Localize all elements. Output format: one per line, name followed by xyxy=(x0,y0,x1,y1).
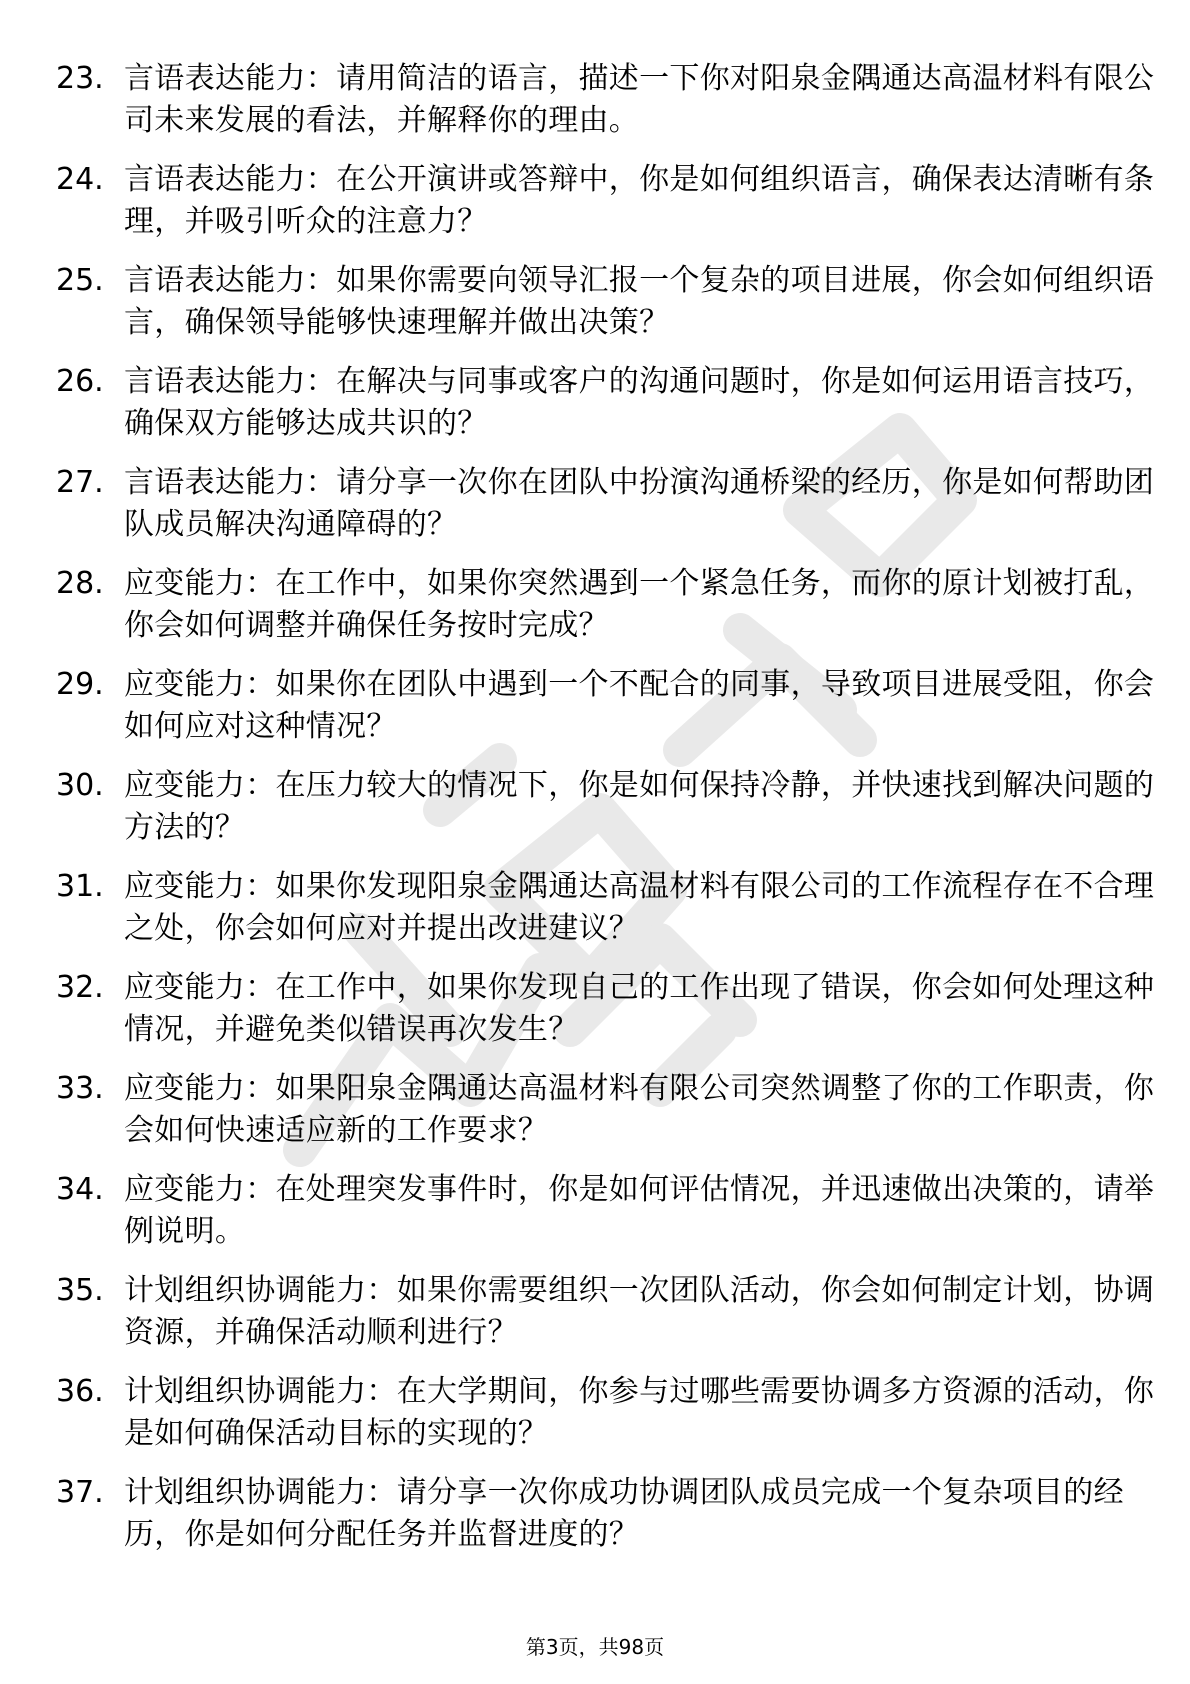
question-text: 言语表达能力：请分享一次你在团队中扮演沟通桥梁的经历，你是如何帮助团队成员解决沟通障碍的？ xyxy=(124,465,1155,542)
question-item xyxy=(56,260,1155,361)
question-text: 言语表达能力：请用简洁的语言，描述一下你对阳泉金隅通达高温材料有限公司未来发展的看法，并解释你的理由。 xyxy=(124,61,1155,138)
page-footer: 第3页，共98页 xyxy=(525,1635,665,1659)
question-item xyxy=(56,1270,1155,1371)
question-item xyxy=(56,563,1155,664)
question-text: 应变能力：在工作中，如果你发现自己的工作出现了错误，你会如何处理这种情况，并避免类似错误再次发生？ xyxy=(124,970,1155,1047)
question-item xyxy=(56,361,1155,462)
question-item xyxy=(56,1371,1155,1472)
question-number: 26. xyxy=(56,364,104,399)
question-item xyxy=(56,58,1155,159)
question-item xyxy=(56,765,1155,866)
question-number: 36. xyxy=(56,1374,104,1409)
question-number: 35. xyxy=(56,1273,104,1308)
question-number: 31. xyxy=(56,869,104,904)
question-number: 37. xyxy=(56,1475,104,1510)
question-item xyxy=(56,462,1155,563)
question-item xyxy=(56,967,1155,1068)
question-item xyxy=(56,664,1155,765)
question-text: 计划组织协调能力：如果你需要组织一次团队活动，你会如何制定计划，协调资源，并确保活动顺利进行？ xyxy=(124,1273,1155,1350)
question-text: 言语表达能力：在解决与同事或客户的沟通问题时，你是如何运用语言技巧，确保双方能够达成共识的？ xyxy=(124,364,1155,441)
question-list xyxy=(56,58,1155,1573)
question-item xyxy=(56,1472,1124,1573)
question-text: 计划组织协调能力：在大学期间，你参与过哪些需要协调多方资源的活动，你是如何确保活动目标的实现的？ xyxy=(124,1374,1155,1451)
question-number: 23. xyxy=(56,61,104,96)
question-number: 25. xyxy=(56,263,104,298)
question-item xyxy=(56,159,1155,260)
question-number: 29. xyxy=(56,667,104,702)
question-text: 应变能力：在工作中，如果你突然遇到一个紧急任务，而你的原计划被打乱，你会如何调整并确保任务按时完成？ xyxy=(124,566,1155,643)
question-number: 27. xyxy=(56,465,104,500)
question-text: 应变能力：在压力较大的情况下，你是如何保持冷静，并快速找到解决问题的方法的？ xyxy=(124,768,1155,845)
question-item xyxy=(56,1068,1155,1169)
question-text: 计划组织协调能力：请分享一次你成功协调团队成员完成一个复杂项目的经历，你是如何分配任务并监督进度的？ xyxy=(124,1475,1124,1552)
question-text: 应变能力：如果阳泉金隅通达高温材料有限公司突然调整了你的工作职责，你会如何快速适应新的工作要求？ xyxy=(124,1071,1155,1148)
question-item xyxy=(56,866,1155,967)
question-text: 应变能力：在处理突发事件时，你是如何评估情况，并迅速做出决策的，请举例说明。 xyxy=(124,1172,1155,1249)
question-number: 32. xyxy=(56,970,104,1005)
question-number: 24. xyxy=(56,162,104,197)
question-text: 应变能力：如果你发现阳泉金隅通达高温材料有限公司的工作流程存在不合理之处，你会如何应对并提出改进建议？ xyxy=(124,869,1155,946)
question-number: 28. xyxy=(56,566,104,601)
question-item xyxy=(56,1169,1155,1270)
question-number: 34. xyxy=(56,1172,104,1207)
question-text: 言语表达能力：如果你需要向领导汇报一个复杂的项目进展，你会如何组织语言，确保领导能够快速理解并做出决策？ xyxy=(124,263,1155,340)
question-number: 30. xyxy=(56,768,104,803)
question-text: 应变能力：如果你在团队中遇到一个不配合的同事，导致项目进展受阻，你会如何应对这种情况？ xyxy=(124,667,1155,744)
question-number: 33. xyxy=(56,1071,104,1106)
question-text: 言语表达能力：在公开演讲或答辩中，你是如何组织语言，确保表达清晰有条理，并吸引听众的注意力？ xyxy=(124,162,1155,239)
